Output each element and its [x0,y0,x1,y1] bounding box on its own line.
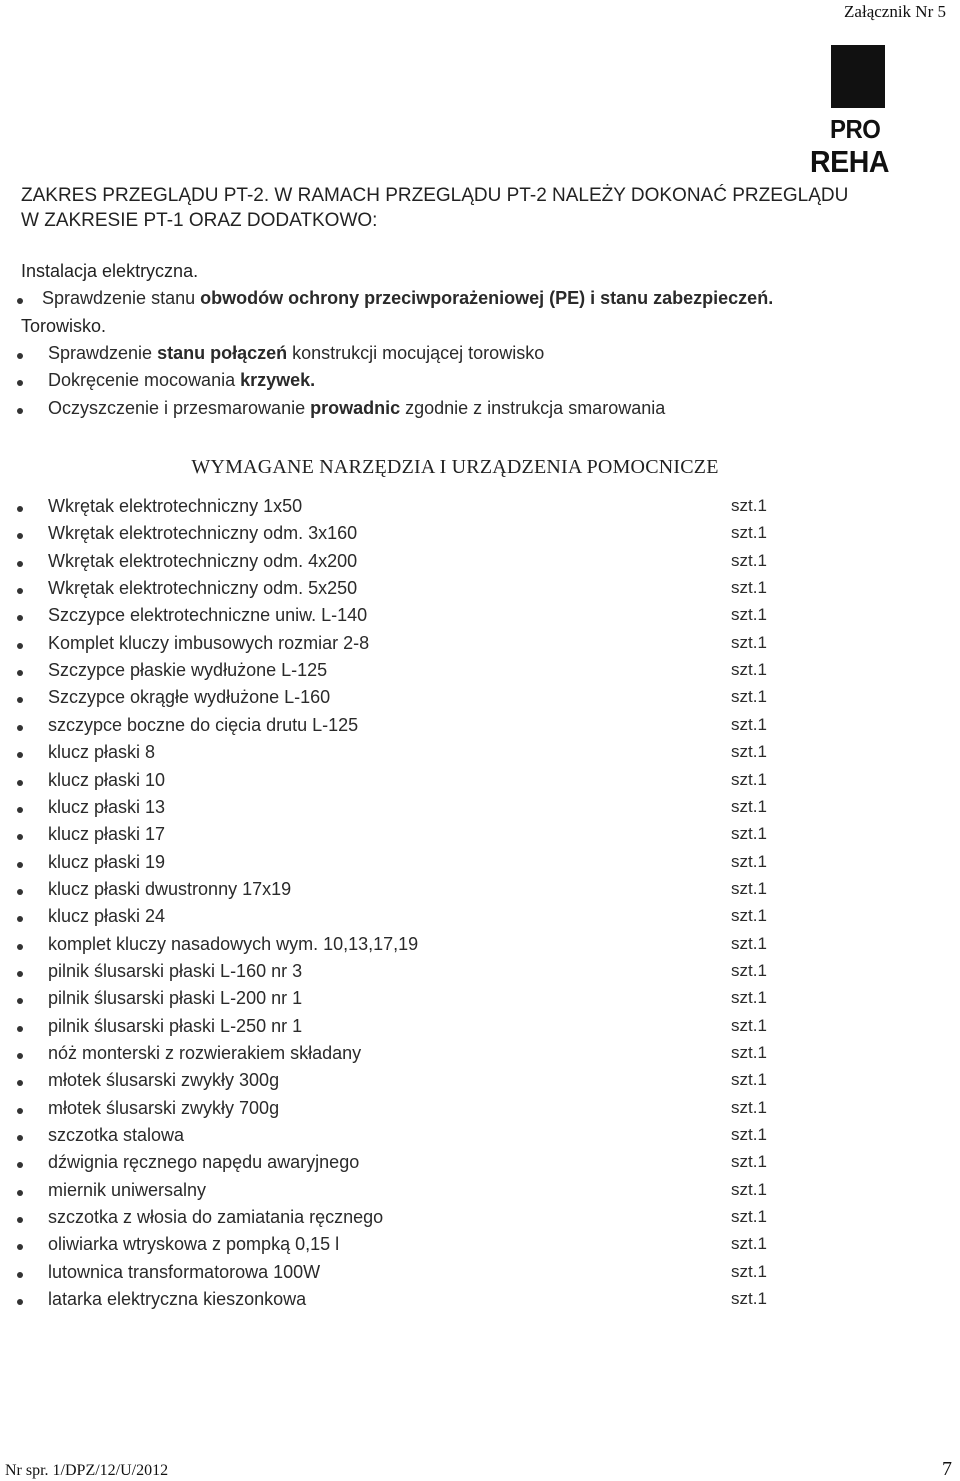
bullet-icon [17,1272,23,1278]
bullet-icon [17,1244,23,1250]
tool-name: oliwiarka wtryskowa z pompką 0,15 l [48,1234,340,1255]
tool-quantity: szt.1 [731,933,767,953]
tool-name: latarka elektryczna kieszonkowa [48,1289,307,1310]
tool-item [0,496,960,523]
tool-quantity: szt.1 [731,906,767,926]
bullet-icon [17,615,23,621]
attachment-label: Załącznik Nr 5 [844,2,946,21]
tool-name: klucz płaski 13 [48,796,166,817]
tool-name: Szczypce płaskie wydłużone L-125 [48,660,328,681]
tool-quantity: szt.1 [731,988,767,1008]
tool-item [0,961,960,988]
logo-pro-text: PRO [830,114,881,144]
tool-quantity: szt.1 [731,1043,767,1062]
tool-name: młotek ślusarski zwykły 700g [48,1097,280,1118]
logo-square [831,45,885,108]
tool-name: dźwignia ręcznego napędu awaryjnego [48,1152,360,1173]
track-item-3-text: Oczyszczenie i przesmarowanie [48,398,311,418]
bullet-icon [17,1299,23,1305]
tool-quantity: szt.1 [731,1097,767,1117]
bullet-icon [17,1162,23,1168]
document-number: Nr spr. 1/DPZ/12/U/2012 [5,1462,169,1479]
tool-quantity: szt.1 [731,632,767,652]
tool-quantity: szt.1 [731,687,767,707]
tool-item [0,824,960,851]
bullet-icon [17,916,23,922]
tool-quantity: szt.1 [731,714,767,734]
bullet-icon [17,1135,23,1141]
tool-item [0,523,960,550]
tool-name: klucz płaski 8 [48,742,156,763]
section-title-track: Torowisko. [21,316,107,336]
bullet-icon [17,506,23,512]
heading-line-2: W ZAKRESIE PT-1 ORAZ DODATKOWO: [21,210,378,231]
bullet-icon [17,561,23,567]
tool-name: młotek ślusarski zwykły 300g [48,1070,280,1091]
tool-item [0,1125,960,1152]
tool-quantity: szt.1 [731,824,767,844]
tool-item [0,578,960,605]
tool-quantity: szt.1 [731,1234,767,1254]
tool-name: Wkrętak elektrotechniczny odm. 3x160 [48,523,358,544]
tool-name: szczotka z włosia do zamiatania ręcznego [48,1207,384,1228]
bullet-icon [17,725,23,731]
section-title-electrical: Instalacja elektryczna. [21,261,199,281]
heading-line-1: ZAKRES PRZEGLĄDU PT-2. W RAMACH PRZEGLĄDU PT-2 NALEŻY DOKONAĆ PRZEGLĄDU [21,185,849,206]
track-item-1-text: Sprawdzenie [48,343,158,363]
bullet-icon [17,298,23,304]
tool-name: klucz płaski 19 [48,851,166,872]
tool-quantity: szt.1 [731,550,767,570]
tool-item [0,1152,960,1179]
electrical-item-1-text: Sprawdzenie stanu [42,288,201,308]
tool-quantity: szt.1 [731,523,767,543]
bullet-icon [17,1053,23,1059]
tool-item [0,1016,960,1043]
electrical-item-1-bold: obwodów ochrony przeciwporażeniowej (PE) i stanu zabezpieczeń. [200,288,774,308]
bullet-icon [17,889,23,895]
tool-quantity: szt.1 [731,578,767,598]
tool-item [0,605,960,632]
tool-quantity: szt.1 [731,1070,767,1090]
tool-item [0,879,960,906]
track-item-2 [48,370,315,391]
tool-name: Wkrętak elektrotechniczny 1x50 [48,496,303,516]
tool-item [0,1289,960,1316]
tool-item [0,797,960,824]
tool-quantity: szt.1 [731,1207,767,1227]
bullet-icon [17,834,23,840]
tool-quantity: szt.1 [731,796,767,816]
tool-name: pilnik ślusarski płaski L-160 nr 3 [48,960,303,981]
bullet-icon [17,670,23,676]
bullet-icon [17,408,23,414]
electrical-item-1 [42,288,773,309]
tool-item [0,660,960,687]
tool-item [0,551,960,578]
tool-quantity: szt.1 [731,496,767,515]
tool-quantity: szt.1 [731,878,767,898]
bullet-icon [17,807,23,813]
tool-quantity: szt.1 [731,742,767,762]
tool-name: komplet kluczy nasadowych wym. 10,13,17,19 [48,933,419,954]
logo-reha-text: REHA [810,144,889,179]
bullet-icon [17,353,23,359]
tool-name: Szczypce okrągłe wydłużone L-160 [48,687,331,708]
tool-item [0,1043,960,1070]
tool-name: szczotka stalowa [48,1125,185,1146]
tool-name: Wkrętak elektrotechniczny odm. 5x250 [48,578,358,599]
bullet-icon [17,998,23,1004]
track-item-3-text-end: zgodnie z instrukcja smarowania [400,398,666,418]
tool-item [0,934,960,961]
bullet-icon [17,643,23,649]
tool-item [0,687,960,714]
tool-quantity: szt.1 [731,1152,767,1172]
tool-name: lutownica transformatorowa 100W [48,1261,321,1282]
tool-item [0,1098,960,1125]
page-number: 7 [942,1458,952,1480]
page-heading [21,183,921,233]
tool-quantity: szt.1 [731,1125,767,1145]
tool-name: klucz płaski 17 [48,824,166,845]
tool-quantity: szt.1 [731,769,767,789]
tool-quantity: szt.1 [731,1179,767,1199]
bullet-icon [17,780,23,786]
bullet-icon [17,380,23,386]
bullet-icon [17,697,23,703]
tool-item [0,906,960,933]
tool-item [0,715,960,742]
track-item-2-bold: krzywek. [240,370,316,390]
tool-item [0,633,960,660]
tool-item [0,742,960,769]
tool-quantity: szt.1 [731,1015,767,1035]
tool-quantity: szt.1 [731,605,767,625]
tool-name: klucz płaski 10 [48,769,166,790]
tool-name: Komplet kluczy imbusowych rozmiar 2-8 [48,632,370,653]
bullet-icon [17,1108,23,1114]
tool-item [0,1180,960,1207]
track-item-3-bold: prowadnic [310,398,401,418]
tool-item [0,1070,960,1097]
tools-section-title: WYMAGANE NARZĘDZIA I URZĄDZENIA POMOCNICZE [191,456,719,478]
track-item-1 [48,343,544,364]
tool-item [0,852,960,879]
bullet-icon [17,1217,23,1223]
track-item-2-text: Dokręcenie mocowania [48,370,241,390]
bullet-icon [17,752,23,758]
bullet-icon [17,862,23,868]
tool-item [0,988,960,1015]
track-item-1-text-end: konstrukcji mocującej torowisko [287,343,545,363]
tool-name: szczypce boczne do cięcia drutu L-125 [48,714,359,735]
tool-quantity: szt.1 [731,960,767,980]
tool-quantity: szt.1 [731,851,767,871]
bullet-icon [17,1190,23,1196]
bullet-icon [17,1026,23,1032]
tool-quantity: szt.1 [731,1289,767,1309]
track-item-1-bold: stanu połączeń [157,343,288,363]
bullet-icon [17,588,23,594]
tool-name: pilnik ślusarski płaski L-200 nr 1 [48,988,303,1009]
bullet-icon [17,944,23,950]
bullet-icon [17,1080,23,1086]
tool-item [0,1262,960,1289]
tool-item [0,1207,960,1234]
tool-name: klucz płaski dwustronny 17x19 [48,878,292,899]
tool-name: miernik uniwersalny [48,1179,207,1200]
tool-item [0,770,960,797]
bullet-icon [17,971,23,977]
tool-name: Wkrętak elektrotechniczny odm. 4x200 [48,550,358,571]
tool-name: Szczypce elektrotechniczne uniw. L-140 [48,605,368,626]
tool-name: klucz płaski 24 [48,906,166,927]
tool-name: nóż monterski z rozwierakiem składany [48,1043,362,1063]
tool-item [0,1234,960,1261]
tool-name: pilnik ślusarski płaski L-250 nr 1 [48,1015,303,1036]
bullet-icon [17,533,23,539]
tool-quantity: szt.1 [731,1261,767,1281]
track-item-3 [48,398,665,419]
tool-quantity: szt.1 [731,660,767,680]
